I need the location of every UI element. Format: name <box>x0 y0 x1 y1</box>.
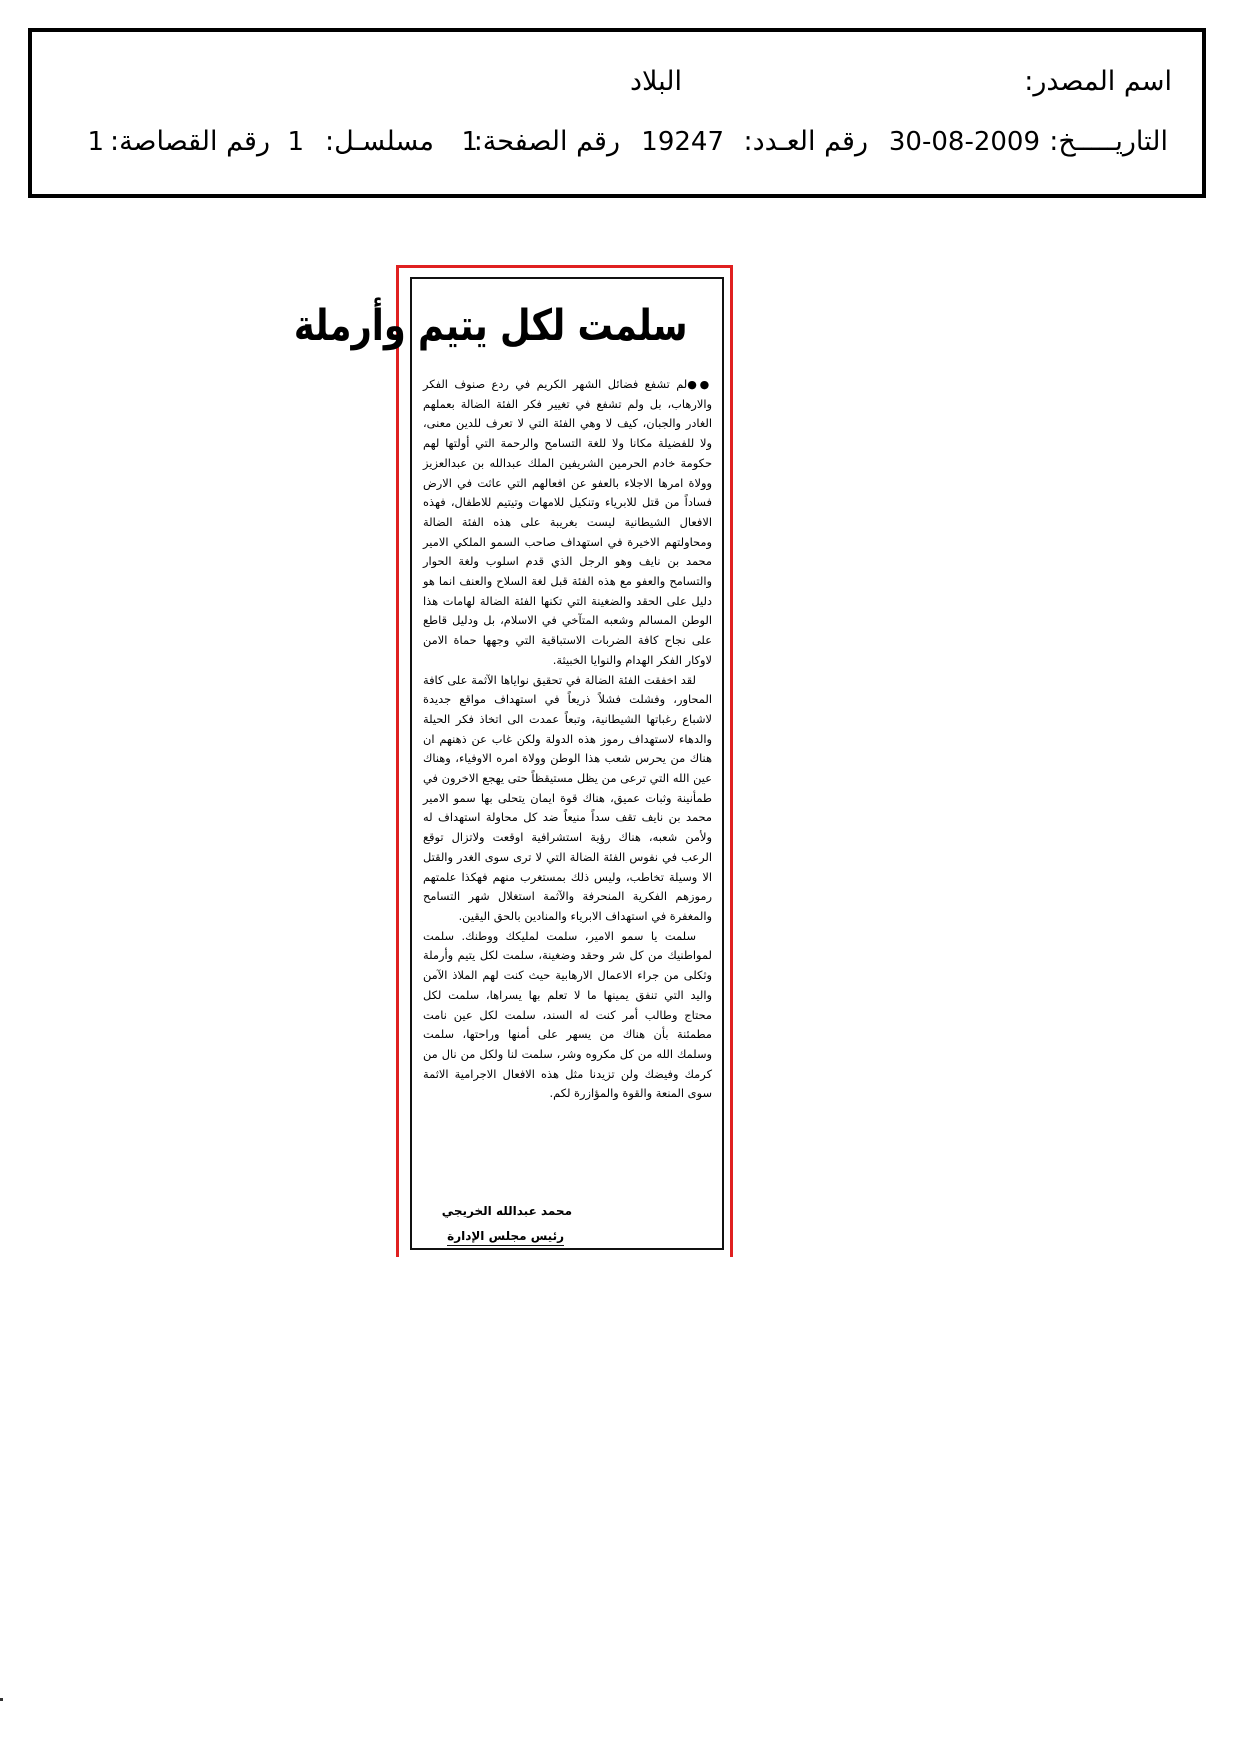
article-body <box>423 375 712 1104</box>
article-paragraph: لقد اخفقت الفئة الضالة في تحقيق نواياها الآثمة على كافة المحاور، وفشلت فشلاً ذريعاً في استهداف مواقع جديدة لاشباع رغباتها الشيطانية، وتبعاً عمدت الى اتخاذ فكر الحيلة والدهاء لاستهداف رموز هذه الدولة ولكن غاب عن ذهنهم ان هناك من يحرس شعب هذا الوطن وولاة امره الاوفياء، وهناك عين الله التي ترعى من يظل مستيقظاً حتى يهجع الاخرون في طمأنينة وثبات عميق، هناك قوة ايمان يتحلى بها سمو الامير محمد بن نايف تقف سداً منيعاً ضد كل محاولة استهداف له ولأمن شعبه، هناك رؤية استشرافية اوقعت ولاتزال توقع الرعب في نفوس الفئة الضالة التي لا ترى سوى الغدر والقتل الا وسيلة تخاطب، وليس ذلك بمستغرب منهم فهكذا علمتهم رموزهم الفكرية المنحرفة والآثمة استغلال شهر التسامح والمغفرة في استهداف الابرياء والمنادين بالحق اليقين. <box>423 672 712 923</box>
serial-label: مسلسـل: <box>324 126 434 157</box>
article-headline: سلمت لكل يتيم وأرملة <box>293 301 688 351</box>
article-paragraph: سلمت يا سمو الامير، سلمت لمليكك ووطنك. سلمت لمواطنيك من كل شر وحقد وضغينة، سلمت لكل يتيم وأرملة وثكلى من جراء الاعمال الارهابية حيث كنت لهم الملاذ الآمن واليد التي تنفق يمينها ما لا تعلم بها يسراها، سلمت لكل محتاج وطالب أمر كنت له السند، سلمت لكل عين نامت مطمئنة بأن هناك من يسهر على أمنها وراحتها، سلمت وسلمك الله من كل مكروه وشر، سلمت لنا ولكل من نال من كرمك وفيضك ولن تزيدنا مثل هذه الافعال الاجرامية الاثمة سوى المنعة والقوة والمؤازرة لكم. <box>423 928 712 1101</box>
details-row <box>32 122 1202 162</box>
page-value: 1 <box>461 127 478 157</box>
article-frame <box>293 277 724 1250</box>
serial-value: 1 <box>287 127 304 157</box>
source-row <box>32 62 1202 102</box>
clip-number-label: رقم القصاصة: <box>109 126 270 157</box>
author-name: محمد عبدالله الخريجي <box>441 1204 572 1218</box>
article-paragraph: ●●لم تشفع فضائل الشهر الكريم في ردع صنوف الفكر والارهاب، بل ولم تشفع في تغيير فكر الفئة الضالة بعملهم الغادر والجبان، كيف لا وهي الفئة التي لا تعرف للدين معنى، ولا للفضيلة مكانا ولا للغة التسامح والرحمة التي أولتها لهم حكومة خادم الحرمين الشريفين الملك عبدالله بن عبدالعزيز وولاة امرها الاجلاء بالعفو عن افعالهم التي عاثت في الارض فساداً من قتل للابرياء وتنكيل للامهات وتيتيم للاطفال، فهذه الافعال الشيطانية ليست بغريبة على هذه الفئة الضالة ومحاولتهم الاخيرة في استهداف صاحب السمو الملكي الامير محمد بن نايف وهو الرجل الذي قدم اسلوب ولغة الحوار والتسامح والعفو مع هذه الفئة قبل لغة السلاح والعنف انما هو دليل على الحقد والضغينة التي تكنها الفئة الضالة لهامات هذا الوطن المسالم وشعبه المتآخي في الاسلام، بل ودليل قاطع على نجاح كافة الضربات الاستباقية التي وجهها حماة الامن لاوكار الفكر الهدام والنوايا الخبيثة. <box>423 377 712 667</box>
date-label: التاريـــــخ: <box>1049 126 1168 157</box>
page-label: رقم الصفحة: <box>473 126 620 157</box>
source-value: البلاد <box>629 66 682 97</box>
newspaper-clipping <box>293 265 733 1257</box>
clip-number-value: 1 <box>87 127 104 157</box>
date-value: 30-08-2009 <box>888 127 1040 157</box>
issue-label: رقم العـدد: <box>743 126 868 157</box>
clipping-metadata-header <box>28 28 1206 198</box>
scan-speck <box>0 1698 3 1701</box>
author-title: رئيس مجلس الإدارة <box>447 1229 564 1246</box>
source-label: اسم المصدر: <box>1024 66 1172 97</box>
bullet-marker: ●● <box>687 378 712 391</box>
issue-value: 19247 <box>641 127 724 157</box>
